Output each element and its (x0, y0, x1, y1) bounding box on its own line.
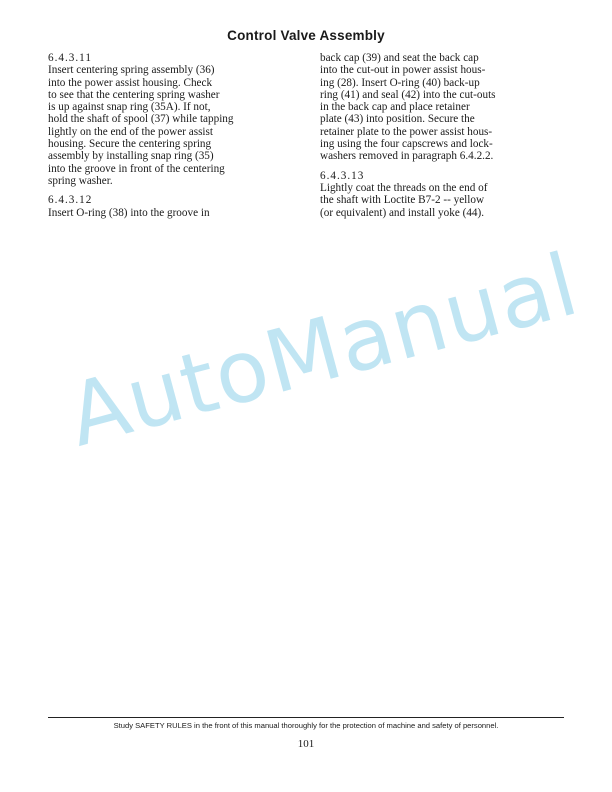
text-line: to see that the centering spring washer (48, 88, 220, 101)
text-line: ing using the four capscrews and lock- (320, 138, 493, 151)
text-line: ring (41) and seal (42) into the cut-outs (320, 88, 496, 101)
text-line: (or equivalent) and install yoke (44). (320, 206, 485, 219)
text-line: into the power assist housing. Check (48, 76, 213, 89)
text-line: plate (43) into position. Secure the (320, 113, 475, 126)
text-line: the shaft with Loctite B7-2 -- yellow (320, 194, 485, 207)
footer-safety-note: Study SAFETY RULES in the front of this manual thoroughly for the protection of machine and safety of personnel. (113, 721, 499, 730)
page-title: Control Valve Assembly (227, 28, 385, 43)
text-line: washers removed in paragraph 6.4.2.2. (320, 150, 494, 163)
text-line: into the cut-out in power assist hous- (320, 64, 486, 77)
text-line: housing. Secure the centering spring (48, 138, 212, 151)
section-6-4-3-12 (48, 194, 310, 219)
section-number: 6.4.3.13 (320, 169, 365, 182)
text-line: into the groove in front of the centering (48, 162, 225, 175)
text-line: in the back cap and place retainer (320, 101, 470, 114)
text-line: assembly by installing snap ring (35) (48, 150, 214, 163)
watermark: AutoManual (58, 234, 589, 467)
text-line: Insert O-ring (38) into the groove in (48, 206, 210, 219)
section-text (48, 64, 310, 187)
right-column (320, 52, 570, 219)
text-line: spring washer. (48, 174, 113, 187)
text-line: Lightly coat the threads on the end of (320, 181, 488, 194)
text-line: Insert centering spring assembly (36) (48, 64, 215, 77)
text-line: back cap (39) and seat the back cap (320, 52, 479, 64)
section-6-4-3-13 (320, 170, 570, 219)
section-number: 6.4.3.11 (48, 52, 92, 64)
text-line: retainer plate to the power assist hous- (320, 125, 493, 138)
section-text (320, 52, 570, 163)
text-line: ing (28). Insert O-ring (40) back-up (320, 76, 480, 89)
section-number: 6.4.3.12 (48, 194, 93, 207)
page-number: 101 (297, 738, 315, 750)
text-line: hold the shaft of spool (37) while tapping (48, 113, 234, 126)
text-line: lightly on the end of the power assist (48, 125, 213, 138)
section-6-4-3-11 (48, 52, 310, 187)
section-6-4-3-12-continued (320, 52, 570, 163)
section-text (48, 207, 310, 219)
text-line: is up against snap ring (35A). If not, (48, 101, 211, 114)
footer-divider (48, 717, 564, 718)
section-text (320, 182, 570, 219)
left-column (48, 52, 310, 219)
